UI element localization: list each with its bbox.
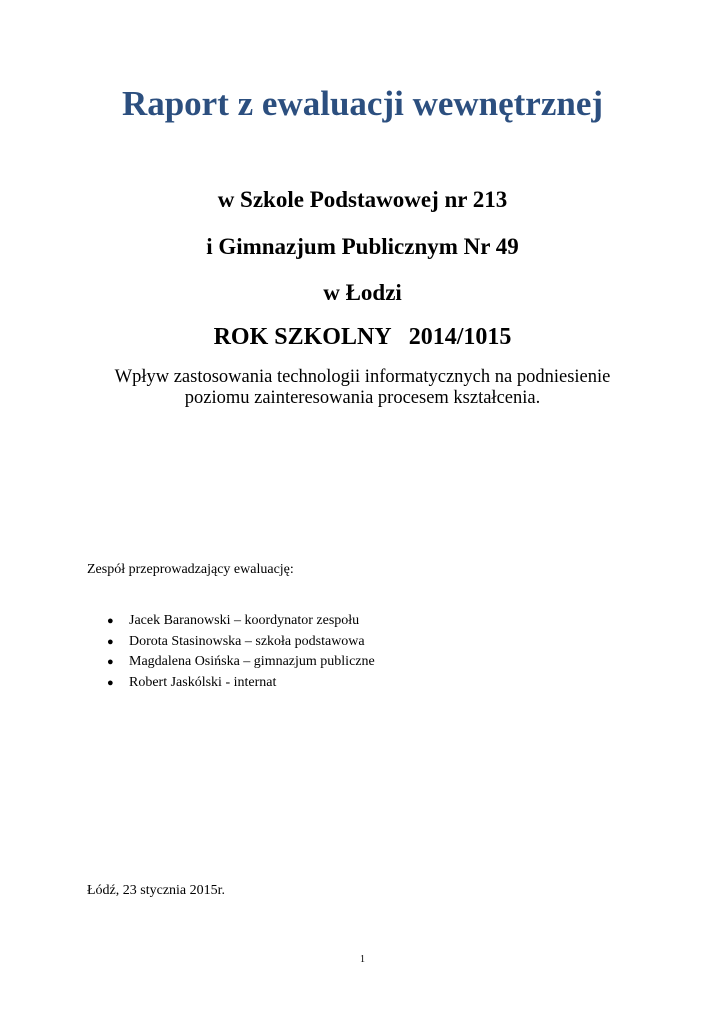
team-member-name: Jacek Baranowski – koordynator zespołu — [129, 613, 360, 628]
team-member-name: Robert Jaskólski - internat — [129, 674, 277, 690]
page-number: 1 — [360, 954, 365, 965]
team-member-name: Dorota Stasinowska – szkoła podstawowa — [129, 633, 365, 649]
place-and-date: Łódź, 23 stycznia 2015r. — [87, 883, 226, 898]
school-name-line-2: i Gimnazjum Publicznym Nr 49 — [206, 234, 519, 259]
bullet-icon: ● — [107, 676, 114, 689]
report-title: Raport z ewaluacji wewnętrznej — [121, 84, 604, 123]
bullet-icon: ● — [107, 635, 114, 648]
team-label: Zespół przeprowadzający ewaluację: — [87, 562, 294, 577]
team-member-name: Magdalena Osińska – gimnazjum publiczne — [129, 654, 375, 669]
school-city-line: w Łodzi — [323, 280, 402, 305]
bullet-icon: ● — [107, 615, 114, 627]
list-item — [107, 632, 375, 653]
school-name-line-1: w Szkole Podstawowej nr 213 — [217, 187, 508, 212]
school-year: ROK SZKOLNY 2014/1015 — [213, 324, 512, 350]
report-subtitle: Wpływ zastosowania technologii informatycznych na podniesienie poziomu zainteresowania procesem kształcenia. — [114, 367, 611, 408]
list-item — [107, 652, 375, 673]
list-item — [107, 673, 375, 694]
bullet-icon: ● — [107, 656, 114, 668]
team-member-list — [107, 611, 375, 693]
list-item — [107, 611, 375, 632]
